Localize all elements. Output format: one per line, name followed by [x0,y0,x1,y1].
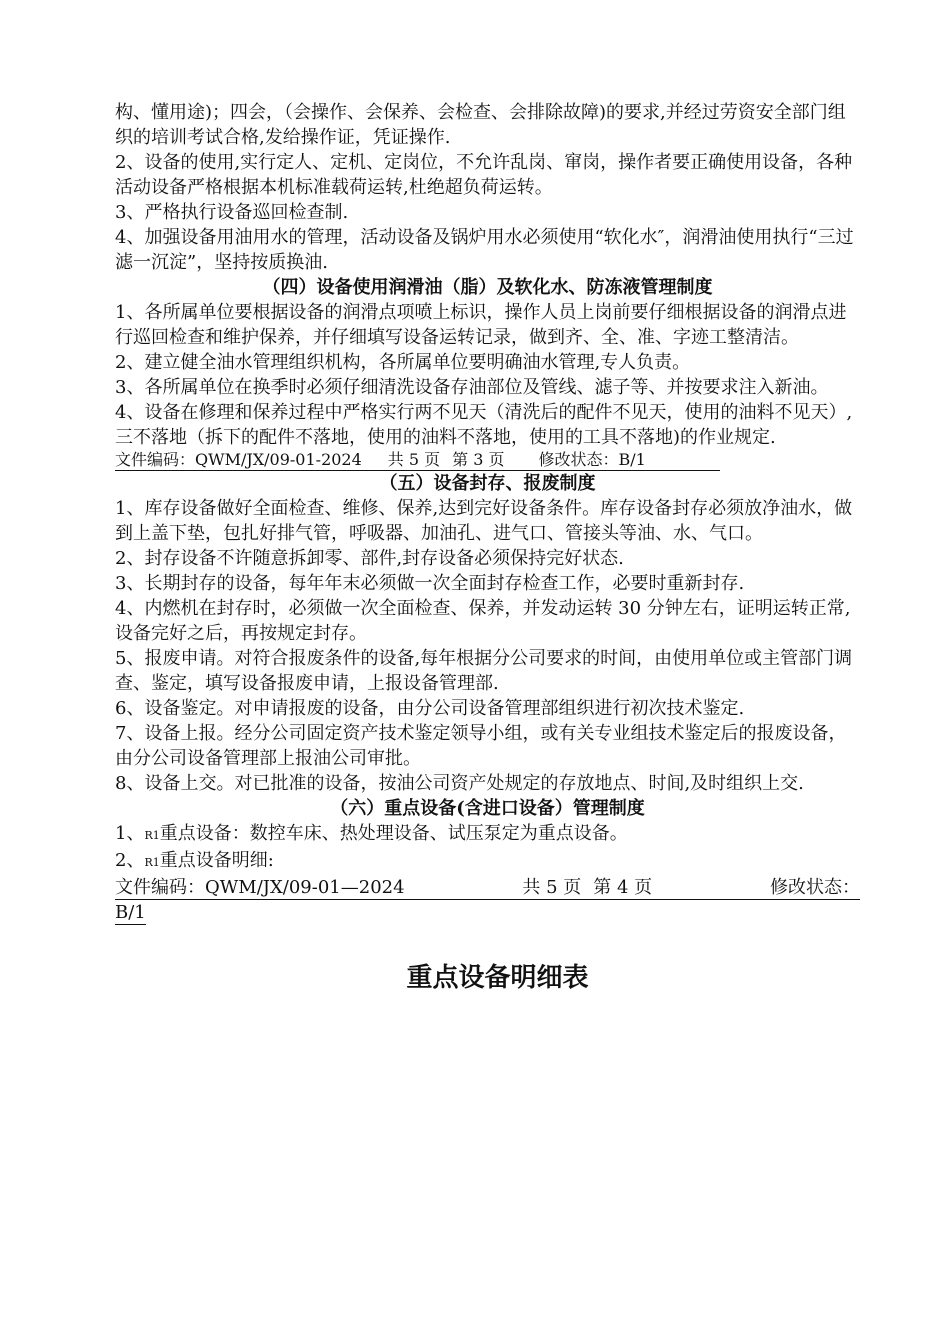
sec4-item-1: 1、各所属单位要根据设备的润滑点项喷上标识，操作人员上岗前要仔细根据设备的润滑点进行巡回检查和维护保养，并仔细填写设备运转记录，做到齐、全、准、字迹工整清洁。 [115,302,847,348]
footer-status-value: B/1 [115,902,146,923]
footer-page-number: 第 3 页 [452,450,505,469]
sec4-item-2: 2、建立健全油水管理组织机构，各所属单位要明确油水管理,专人负责。 [115,352,691,373]
sec3-para-3: 3、严格执行设备巡回检查制. [115,202,349,223]
footer-status: 修改状态：B/1 [538,450,646,469]
page-footer-4 [115,877,860,900]
footer-page-number: 第 4 页 [593,877,653,898]
footer-code: 文件编码：QWM/JX/09-01—2024 [115,877,405,898]
sec6-heading: （六）重点设备(含进口设备）管理制度 [330,798,645,819]
footer-total-pages: 共 5 页 [387,450,441,469]
table-title: 重点设备明细表 [406,963,589,993]
sec5-item-3: 3、长期封存的设备，每年年末必须做一次全面封存检查工作，必要时重新封存. [115,573,745,594]
sec6-item-1-text: 重点设备：数控车床、热处理设备、试压泵定为重点设备。 [159,823,628,844]
sec6-item-2-text: 重点设备明细: [159,850,274,871]
page-footer-3 [115,450,720,471]
footer-code: 文件编码：QWM/JX/09-01-2024 [115,450,362,469]
footer-pages-group [522,877,652,899]
sec5-item-5: 5、报废申请。对符合报废条件的设备,每年根据分公司要求的时间，由使用单位或主管部门调查、鉴定，填写设备报废申请，上报设备管理部. [115,648,853,694]
sec5-item-6: 6、设备鉴定。对申请报废的设备，由分公司设备管理部组织进行初次技术鉴定. [115,698,745,719]
revision-mark: R1 [144,829,160,842]
sec5-item-2: 2、封存设备不许随意拆卸零、部件,封存设备必须保持完好状态. [115,548,624,569]
sec5-item-8: 8、设备上交。对已批准的设备，按油公司资产处规定的存放地点、时间,及时组织上交. [115,773,804,794]
sec4-item-4: 4、设备在修理和保养过程中严格实行两不见天（清洗后的配件不见天，使用的油料不见天）,三不落地（拆下的配件不落地，使用的油料不落地，使用的工具不落地)的作业规定. [115,402,853,448]
sec5-heading: （五）设备封存、报废制度 [379,473,596,494]
sec4-item-3: 3、各所属单位在换季时必须仔细清洗设备存油部位及管线、滤子等、并按要求注入新油。 [115,377,829,398]
sec3-para-2: 2、设备的使用,实行定人、定机、定岗位，不允许乱岗、窜岗，操作者要正确使用设备，各种活动设备严格根据本机标准载荷运转,杜绝超负荷运转。 [115,152,853,198]
sec6-item-2-number: 2、 [115,850,145,871]
footer-total-pages: 共 5 页 [522,877,582,898]
sec6-item-1 [115,821,860,848]
sec5-item-4: 4、内燃机在封存时，必须做一次全面检查、保养，并发动运转 30 分钟左右，证明运转正常,设备完好之后，再按规定封存。 [115,598,851,644]
sec3-para-1: 构、懂用途)；四会，（会操作、会保养、会检查、会排除故障)的要求,并经过劳资安全部门组织的培训考试合格,发给操作证，凭证操作. [115,102,846,148]
sec3-para-4: 4、加强设备用油用水的管理，活动设备及锅炉用水必须使用“软化水″，润滑油使用执行“三过滤一沉淀”，坚持按质换油. [115,227,854,273]
sec5-item-7: 7、设备上报。经分公司固定资产技术鉴定领导小组，或有关专业组技术鉴定后的报废设备，由分公司设备管理部上报油公司审批。 [115,723,847,769]
footer-status: 修改状态： [769,877,860,898]
sec5-item-1: 1、库存设备做好全面检查、维修、保养,达到完好设备条件。库存设备封存必须放净油水，做到上盖下垫，包扎好排气管，呼吸器、加油孔、进气口、管接头等油、水、气口。 [115,498,853,544]
sec6-item-2 [115,848,860,875]
sec6-item-1-number: 1、 [115,823,145,844]
sec4-heading: （四）设备使用润滑油（脂）及软化水、防冻液管理制度 [262,277,713,298]
document-page [115,100,860,995]
revision-mark: R1 [144,856,160,869]
